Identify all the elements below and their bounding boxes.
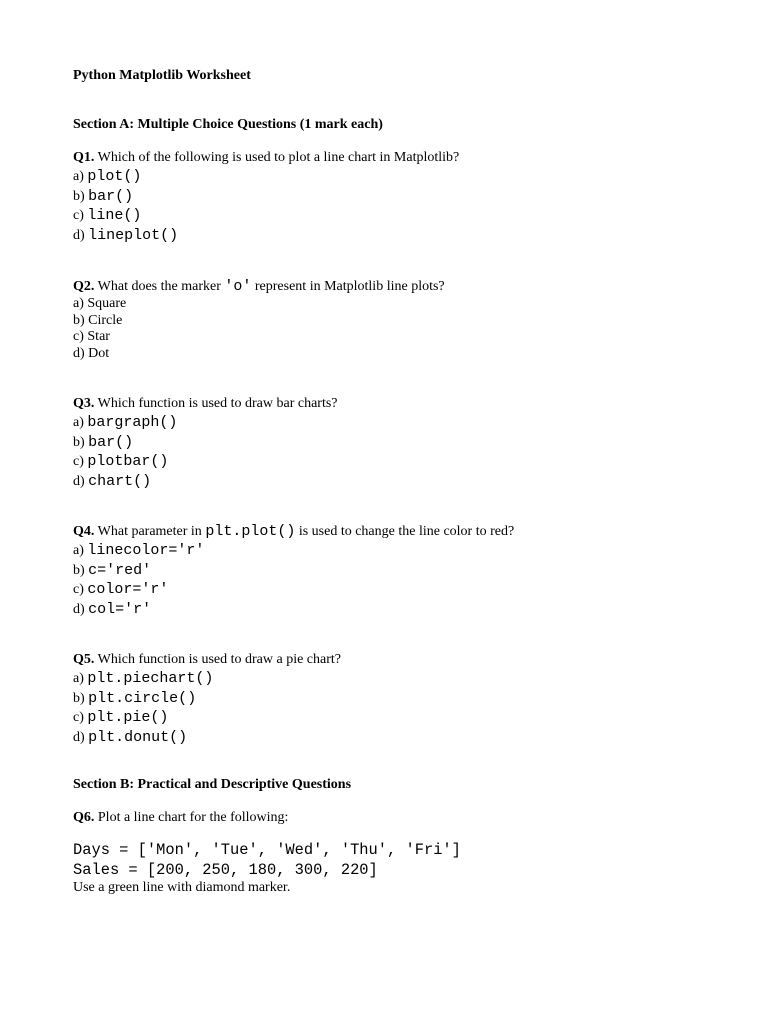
option-letter: d) xyxy=(73,346,89,362)
question-2-text-before: What does the marker xyxy=(94,279,225,294)
option-letter: b) xyxy=(73,434,89,450)
option-letter: d) xyxy=(73,473,89,489)
question-4-option-d xyxy=(73,600,514,620)
option-letter: c) xyxy=(73,454,88,469)
option-text: Star xyxy=(87,329,110,345)
option-letter: c) xyxy=(73,329,88,345)
option-letter: d) xyxy=(73,227,89,243)
option-code: color='r' xyxy=(87,581,169,598)
question-5-option-c xyxy=(73,708,341,728)
option-code: chart() xyxy=(88,472,152,490)
question-1-option-a xyxy=(73,167,459,187)
question-2 xyxy=(73,277,445,363)
option-letter: a) xyxy=(73,543,88,558)
question-1-stem xyxy=(73,148,459,167)
question-4-stem xyxy=(73,522,514,541)
question-5-option-b xyxy=(73,689,341,709)
question-3-option-b xyxy=(73,433,338,453)
option-letter: c) xyxy=(73,582,88,597)
question-5-stem xyxy=(73,650,341,669)
question-1-number: Q1. xyxy=(73,150,95,165)
question-6-instruction: Use a green line with diamond marker. xyxy=(73,880,291,895)
question-2-text-after: represent in Matplotlib line plots? xyxy=(251,279,445,294)
question-1-option-c xyxy=(73,206,459,226)
question-4-text-after: is used to change the line color to red? xyxy=(295,524,515,539)
option-letter: b) xyxy=(73,188,89,204)
question-5-text: Which function is used to draw a pie chart? xyxy=(94,652,341,667)
option-code: c='red' xyxy=(88,561,152,579)
question-4 xyxy=(73,522,514,619)
question-3-option-a xyxy=(73,413,338,433)
option-text: Dot xyxy=(88,346,110,362)
question-3-option-d xyxy=(73,472,338,492)
option-letter: a) xyxy=(73,671,88,686)
question-2-option-a xyxy=(73,296,445,313)
option-code: bar() xyxy=(88,433,134,451)
question-2-code: 'o' xyxy=(224,278,252,295)
section-b-heading: Section B: Practical and Descriptive Questions xyxy=(73,777,352,792)
question-5-option-a xyxy=(73,669,341,689)
option-code: bar() xyxy=(88,187,134,205)
question-3-stem xyxy=(73,394,338,413)
option-letter: d) xyxy=(73,729,89,745)
question-5 xyxy=(73,650,341,747)
question-6-number: Q6. xyxy=(73,810,95,825)
option-code: bargraph() xyxy=(87,414,178,431)
question-2-option-d xyxy=(73,346,445,363)
question-3-number: Q3. xyxy=(73,396,95,411)
question-3-text: Which function is used to draw bar charts? xyxy=(94,396,338,411)
question-5-option-d xyxy=(73,728,341,748)
option-letter: d) xyxy=(73,601,89,617)
question-6-stem xyxy=(73,808,461,827)
question-1-option-b xyxy=(73,187,459,207)
option-code: plt.circle() xyxy=(88,689,197,707)
question-6 xyxy=(73,808,461,897)
question-2-number: Q2. xyxy=(73,279,95,294)
option-code: lineplot() xyxy=(88,226,179,244)
option-code: plt.piechart() xyxy=(87,670,214,687)
code-line-days: Days = ['Mon', 'Tue', 'Wed', 'Thu', 'Fri'] xyxy=(73,841,461,859)
section-a-heading: Section A: Multiple Choice Questions (1 mark each) xyxy=(73,117,383,132)
question-4-text-before: What parameter in xyxy=(94,524,206,539)
option-letter: b) xyxy=(73,690,89,706)
option-letter: c) xyxy=(73,208,88,223)
question-3 xyxy=(73,394,338,491)
code-line-sales: Sales = [200, 250, 180, 300, 220] xyxy=(73,861,378,879)
option-text: Square xyxy=(87,296,127,311)
question-2-stem xyxy=(73,277,445,296)
option-letter: b) xyxy=(73,562,89,578)
option-letter: a) xyxy=(73,415,88,430)
question-5-number: Q5. xyxy=(73,652,95,667)
question-4-number: Q4. xyxy=(73,524,95,539)
option-code: linecolor='r' xyxy=(87,542,205,559)
question-1-option-d xyxy=(73,226,459,246)
option-code: line() xyxy=(87,207,142,224)
option-code: plotbar() xyxy=(87,453,169,470)
option-letter: c) xyxy=(73,710,88,725)
option-code: plot() xyxy=(87,168,142,185)
option-code: col='r' xyxy=(88,600,152,618)
question-1-text: Which of the following is used to plot a line chart in Matplotlib? xyxy=(94,150,460,165)
question-6-text: Plot a line chart for the following: xyxy=(94,810,289,825)
question-4-option-a xyxy=(73,541,514,561)
option-letter: a) xyxy=(73,296,88,311)
question-2-option-b xyxy=(73,313,445,330)
question-4-code: plt.plot() xyxy=(205,523,296,540)
question-4-option-b xyxy=(73,561,514,581)
worksheet-title: Python Matplotlib Worksheet xyxy=(73,68,251,83)
question-4-option-c xyxy=(73,580,514,600)
option-code: plt.pie() xyxy=(87,709,169,726)
question-1 xyxy=(73,148,459,245)
question-2-option-c xyxy=(73,329,445,346)
question-3-option-c xyxy=(73,452,338,472)
option-letter: a) xyxy=(73,169,88,184)
option-code: plt.donut() xyxy=(88,728,188,746)
option-text: Circle xyxy=(88,312,123,328)
option-letter: b) xyxy=(73,312,89,328)
